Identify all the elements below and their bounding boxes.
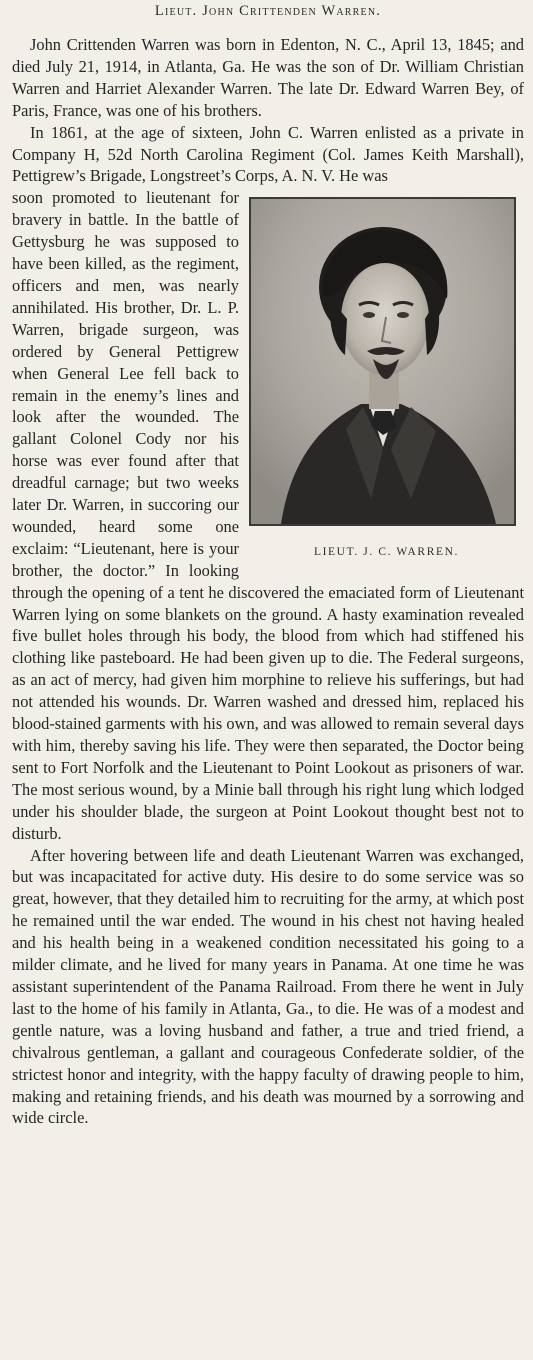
article-body [12,34,524,1129]
paragraph-later-life: After hovering between life and death Lieutenant Warren was exchanged, but was incapacitated for active duty. His desire to do some service was so great, however, that they detailed him to recruiting for the army, at which post he remained until the war ended. The wound in his chest not having healed and his health being in a weakened condition necessitated his going to a milder climate, and he lived for many years in Panama. At one time he was assistant superintendent of the Panama Railroad. From there he went in July last to the home of his family in Atlanta, Ga., to die. He was of a modest and gentle nature, was a loving husband and father, a true and tried friend, a chivalrous gentleman, a gallant and courageous Confederate soldier, of the strictest honor and integrity, with the happy faculty of drawing people to him, making and retaining friends, and his death was mourned by a sorrowing and wide circle. [12,845,524,1128]
portrait-illustration [251,199,514,524]
portrait-photo [249,197,516,526]
paragraph-war-service: soon promoted to lieutenant for bravery in battle. In the battle of Gettysburg he was supposed to have been killed, as the regiment, officers and men, was nearly annihilated. His brother, Dr. L. P. Warren, brigade surgeon, was ordered by General Pettigrew when General Lee fell back to remain in the enemy’s lines and look after the wounded. The gallant Colonel Cody nor his horse was ever found after that dreadful carnage; but two weeks later Dr. Warren, in succoring our wounded, heard some one exclaim: “Lieutenant, here is your brother, the doctor.” In looking through the opening of a tent he discovered the emaciated form of Lieutenant Warren lying on some blankets on the ground. A hasty examination revealed five bullet holes through his body, the blood from which had stiffened his clothing like pasteboard. He had been given up to die. The Federal surgeons, as an act of mercy, had given him morphine to relieve his sufferings, but had not attended his wounds. Dr. Warren washed and dressed him, replaced his blood-stained garments with his own, and was allowed to remain several days with him, thereby saving his life. They were then separated, the Doctor being sent to Fort Norfolk and the Lieutenant to Point Lookout as prisoners of war. The most serious wound, by a Minie ball through his right lung which lodged under his shoulder blade, the surgeon at Point Lookout thought best not to disturb. [12,188,524,843]
paragraph-with-portrait [12,122,524,845]
paragraph-lead: In 1861, at the age of sixteen, John C. Warren enlisted as a private in Company H, 52d North Carolina Regiment (Col. James Keith Marshall), Pettigrew’s Brigade, Longstreet’s Corps, A. N. V. He was [12,122,524,186]
page [12,0,524,1360]
page-title: Lieut. John Crittenden Warren. [154,3,382,19]
portrait-figure [249,197,524,558]
paragraph-birth: John Crittenden Warren was born in Edenton, N. C., April 13, 1845; and died July 21, 1914, in Atlanta, Ga. He was the son of Dr. William Christian Warren and Harriet Alexander Warren. The late Dr. Edward Warren Bey, of Paris, France, was one of his brothers. [12,35,524,120]
portrait-caption: LIEUT. J. C. WARREN. [314,546,459,559]
